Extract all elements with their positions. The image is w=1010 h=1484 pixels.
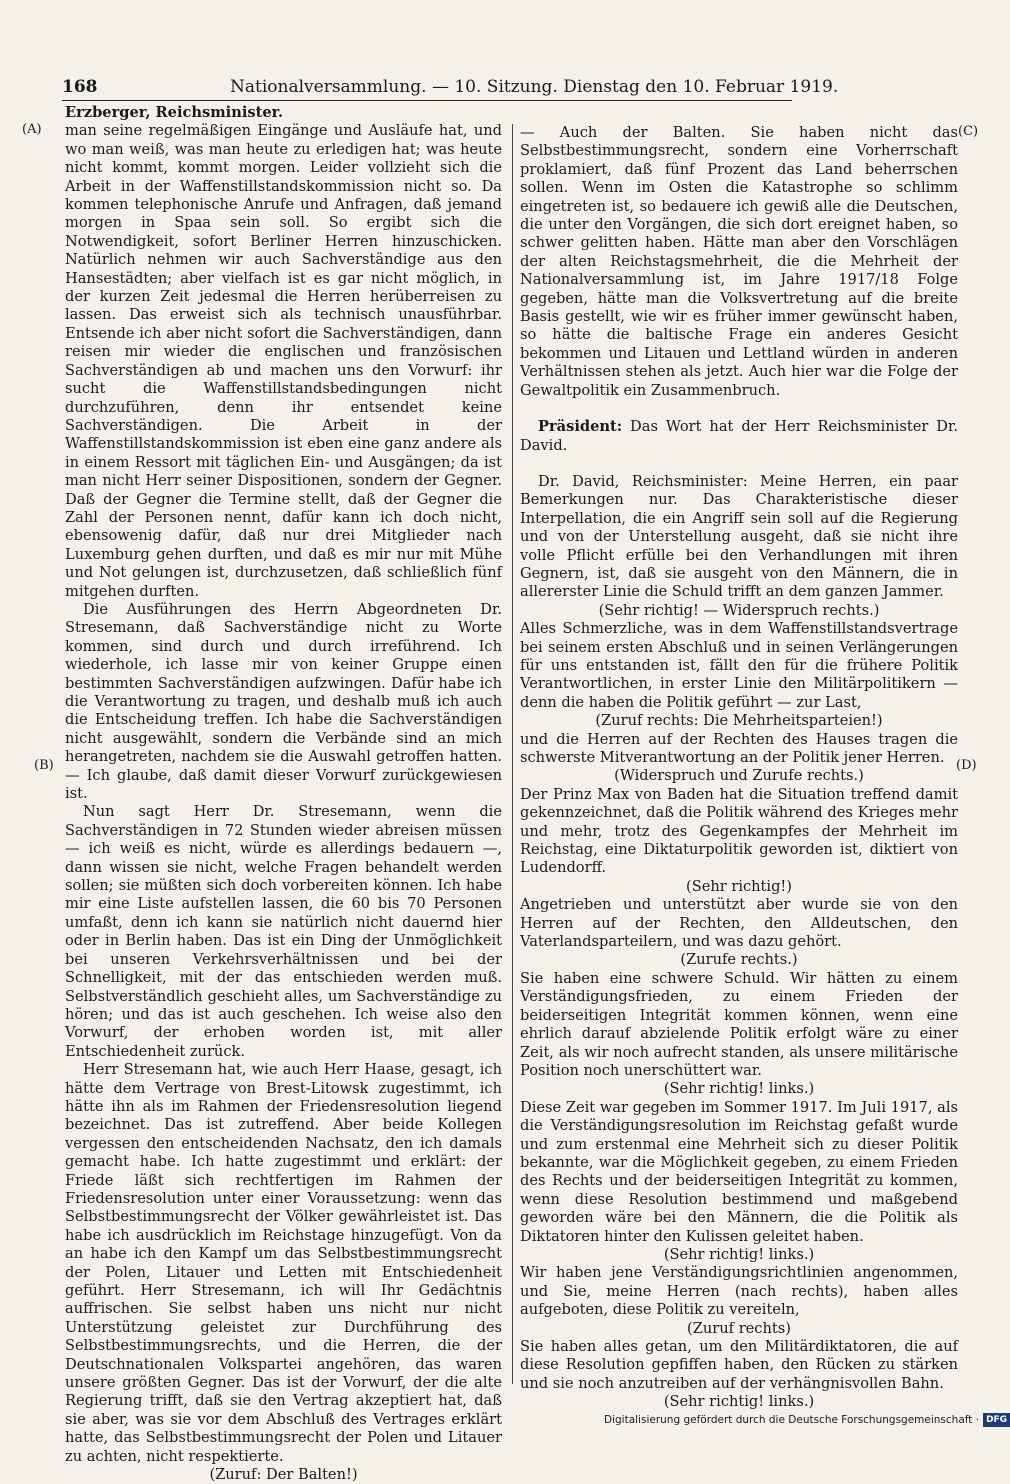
paragraph: Alles Schmerzliche, was in dem Waffenstillstandsvertrage bei seinem ersten Abschluß und in seinen Verlängerungen für uns entstanden ist, fällt den für die frühere Politik Verantwortlichen, in erster Linie den Militärpolitikern — denn die haben die Politik geführt — zur Last, — [520, 620, 958, 711]
interjection: (Sehr richtig! links.) — [663, 1245, 815, 1263]
interjection: (Sehr richtig! links.) — [663, 1393, 815, 1411]
paragraph: Sie haben eine schwere Schuld. Wir hätten zu einem Verständigungsfrieden, zu einem Frieden der beiderseitigen Integrität kommen können, wenn eine ehrlich darauf abzielende Politik erfolgt wäre zu einer Zeit, als wir noch aufrecht standen, als unsere militärische Position noch unerschüttert war. — [520, 969, 958, 1079]
interjection: (Zuruf rechts: Die Mehrheitsparteien!) — [595, 712, 883, 730]
david-text: Reichsminister: Meine Herren, ein paar Bemerkungen nur. Das Charakteristische dieser Interpellation, die ein Angriff sein soll auf die Regierung und von der Unterstellung ausgeht, daß sie nicht ihre volle Pflicht erfülle bei den Verhandlungen mit ihren Gegnern, ist, daß sie ausgeht von den Männern, die in allererster Linie die Schuld trifft an dem ganzen Jammer. — [520, 472, 958, 601]
digitization-credit — [604, 1412, 1008, 1428]
paragraph: Angetrieben und unterstützt aber wurde sie von den Herren auf der Rechten, den Alldeutschen, den Vaterlandsparteilern, und was dazu gehört. — [520, 896, 958, 951]
paragraph: Nun sagt Herr Dr. Stresemann, wenn die Sachverständigen in 72 Stunden wieder abreisen müssen — ich weiß es nicht, würde es allerdings bedauern —, dann wissen sie nicht, welche Fragen behandelt werden sollen; sie müßten sich doch vorbereiten können. Ich habe mir eine Liste aufstellen lassen, die 60 bis 70 Personen umfaßt, denn ich kann sie natürlich nicht dauernd hier oder in Berlin haben. Das ist ein Ding der Unmöglichkeit bei unseren Verkehrsverhältnissen und bei der Schnelligkeit, mit der das entschieden werden muß. Selbstverständlich geschieht alles, um Sachverständige zu hören; und das ist auch geschehen. Ich weise also den Vorwurf, der erhoben worden ist, mit aller Entschiedenheit zurück. — [65, 803, 502, 1060]
interjection: (Zurufe rechts.) — [680, 951, 798, 969]
paragraph: Diese Zeit war gegeben im Sommer 1917. Im Juli 1917, als die Verständigungsresolution im Reichstag gefaßt wurde und zum erstenmal eine Mehrheit sich zu dieser Politik bekannte, war die Möglichkeit gegeben, zu einem Frieden des Rechts und der beiderseitigen Integrität zu kommen, wenn diese Resolution bestimmend und maßgebend geworden wäre bei den Männern, die die Politik als Diktatoren hinter den Kulissen geleitet haben. — [520, 1098, 958, 1245]
david-label: Dr. David, — [538, 472, 620, 490]
paragraph: Die Ausführungen des Herrn Abgeordneten Dr. Stresemann, daß Sachverständige nicht zu Worte kommen, sind durch und durch irreführend. Ich wiederhole, ich lasse mir von keiner Gruppe einen bestimmten Sachverständigen aufzwingen. Dafür habe ich die Verantwortung zu tragen, und deshalb muß ich auch die Entscheidung treffen. Ich habe die Sachverständigen nicht ausgewählt, sondern die Verbände sind an mich herangetreten, nachdem sie die Auswahl getroffen hatten. — Ich glaube, daß damit dieser Vorwurf zurückgewiesen ist. — [65, 600, 502, 803]
interjection: (Zuruf rechts) — [687, 1319, 791, 1337]
interjection: (Sehr richtig! — Widerspruch rechts.) — [598, 601, 880, 619]
interjection: (Widerspruch und Zurufe rechts.) — [614, 767, 864, 785]
president-text: Das Wort hat der Herr Reichsminister Dr. David. — [520, 418, 959, 454]
paragraph: Herr Stresemann hat, wie auch Herr Haase, gesagt, ich hätte dem Vertrage von Brest-Litowsk zugestimmt, ich hätte ihn als im Rahmen der Friedensresolution liegend bezeichnet. Das ist zutreffend. Aber beide Kollegen vergessen den entscheidenden Nachsatz, den ich damals gemacht habe. Ich hatte zugestimmt und erklärt: der Friede läßt sich rechtfertigen im Rahmen der Friedensresolution unter einer Voraussetzung: wenn das Selbstbestimmungsrecht der Völker gewährleistet ist. Das habe ich ausdrücklich im Reichstage hinzugefügt. Von da an habe ich den Kampf um das Selbstbestimmungsrecht der Polen, Litauer und Letten mit Entschiedenheit geführt. Herr Stresemann, ich will Ihr Gedächtnis auffrischen. Sie selbst haben uns nicht nur nicht Unterstützung geleistet zur Durchführung des Selbstbestimmungsrechts, und die Herren, die der Deutschnationalen Volkspartei angehören, das waren unsere größten Gegner. Das ist der Vorwurf, der die alte Regierung trifft, daß sie den Vertrag akzeptiert hat, daß sie aber, was sie vor dem Abschluß des Vertrages erklärt hatte, das Selbstbestimmungsrecht der Polen und Litauer zu achten, nicht respektierte. — [65, 1061, 502, 1465]
margin-mark-b: (B) — [34, 758, 54, 773]
running-title: Nationalversammlung. — 10. Sitzung. Dienstag den 10. Februar 1919. — [230, 77, 839, 97]
interjection: (Sehr richtig! links.) — [663, 1080, 815, 1098]
david-speech — [520, 473, 958, 602]
interjection: (Sehr richtig!) — [686, 877, 792, 895]
dfg-logo: DFG — [983, 1413, 1010, 1427]
margin-mark-c: (C) — [958, 124, 979, 139]
speaker-heading — [65, 104, 502, 122]
paragraph: — Auch der Balten. Sie haben nicht das Selbstbestimmungsrecht, sondern eine Vorherrschaft proklamiert, daß fünf Prozent das Land beherrschen sollen. Wenn im Osten die Katastrophe so schlimm eingetreten ist, so bedauere ich gewiß alle die Deutschen, die unter den Vorgängen, die sich dort ereignet haben, so schwer gelitten haben. Hätte man aber den Vorschlägen der alten Reichstagsmehrheit, die die Mehrheit der Nationalversammlung ist, im Jahre 1917/18 Folge gegeben, hätte man die Volksvertretung auf die breite Basis gestellt, wie wir es früher immer gewünscht haben, so hätte die baltische Frage ein anderes Gesicht bekommen und Litauen und Lettland würden in anderen Verhältnissen stehen als jetzt. Auch hier war die Folge der Gewaltpolitik ein Zusammenbruch. — [520, 124, 958, 399]
left-column — [65, 104, 502, 1484]
interjection: (Zuruf: Der Balten!) — [209, 1466, 358, 1484]
margin-mark-d: (D) — [956, 758, 977, 773]
paragraph: Wir haben jene Verständigungsrichtlinien angenommen, und Sie, meine Herren (nach rechts), haben alles aufgeboten, diese Politik zu vereiteln, — [520, 1264, 958, 1319]
paragraph: und die Herren auf der Rechten des Hauses tragen die schwerste Mitverantwortung an der Politik jener Herren. — [520, 730, 958, 766]
paragraph: Der Prinz Max von Baden hat die Situation treffend damit gekennzeichnet, daß die Politik während des Krieges mehr und mehr, trotz des Gegenkampfes der Mehrheit im Reichstag, eine Diktaturpolitik geworden ist, diktiert von Ludendorff. — [520, 785, 958, 877]
right-column — [520, 124, 958, 1412]
paragraph: Sie haben alles getan, um den Militärdiktatoren, die auf diese Resolution gepfiffen haben, den Rücken zu stärken und sie noch anzutreiben auf der verhängnisvollen Bahn. — [520, 1338, 958, 1392]
page-number: 168 — [62, 77, 98, 97]
header-rule — [62, 100, 792, 101]
margin-mark-a: (A) — [22, 122, 42, 137]
president-statement — [520, 418, 958, 455]
president-label: Präsident: — [538, 418, 623, 436]
column-divider — [512, 124, 513, 1384]
paragraph: man seine regelmäßigen Eingänge und Ausläufe hat, und wo man weiß, was man heute zu erledigen hat; was heute nicht kommt, kommt morgen. Leider vollzieht sich die Arbeit in der Waffenstillstandskommission nicht so. Da kommen telephonische Anrufe und Anfragen, daß jemand morgen in Spaa sein soll. So ergibt sich die Notwendigkeit, sofort Berliner Herren hinzuschicken. Natürlich nehmen wir auch Sachverständige aus den Hansestädten; aber vielfach ist es gar nicht möglich, in der kurzen Zeit jedesmal die Herren herüberreisen zu lassen. Das erweist sich als technisch unausführbar. Entsende ich aber nicht sofort die Sachverständigen, dann reisen mir wieder die englischen und französischen Sachverständigen ab und machen uns den Vorwurf: ihr sucht die Waffenstillstandsbedingungen nicht durchzuführen, denn ihr entsendet keine Sachverständigen. Die Arbeit in der Waffenstillstandskommission ist eben eine ganz andere als in einem Ressort mit täglichen Ein- und Ausgängen; da ist man nicht Herr seiner Dispositionen, sondern der Gegner. Daß der Gegner die Termine stellt, daß der Gegner die Zahl der Personen nennt, dafür kann ich doch nicht, ebensowenig dafür, daß nur drei Mitglieder nach Luxemburg gehen durften, und daß es mir nur mit Mühe und Not gelungen ist, durchzusetzen, daß schließlich fünf mitgehen durften. — [65, 122, 502, 600]
speaker-name: Erzberger, Reichsminister. — [65, 104, 284, 121]
page-header — [62, 76, 839, 98]
credit-text: Digitalisierung gefördert durch die Deutsche Forschungsgemeinschaft · — [604, 1414, 980, 1426]
